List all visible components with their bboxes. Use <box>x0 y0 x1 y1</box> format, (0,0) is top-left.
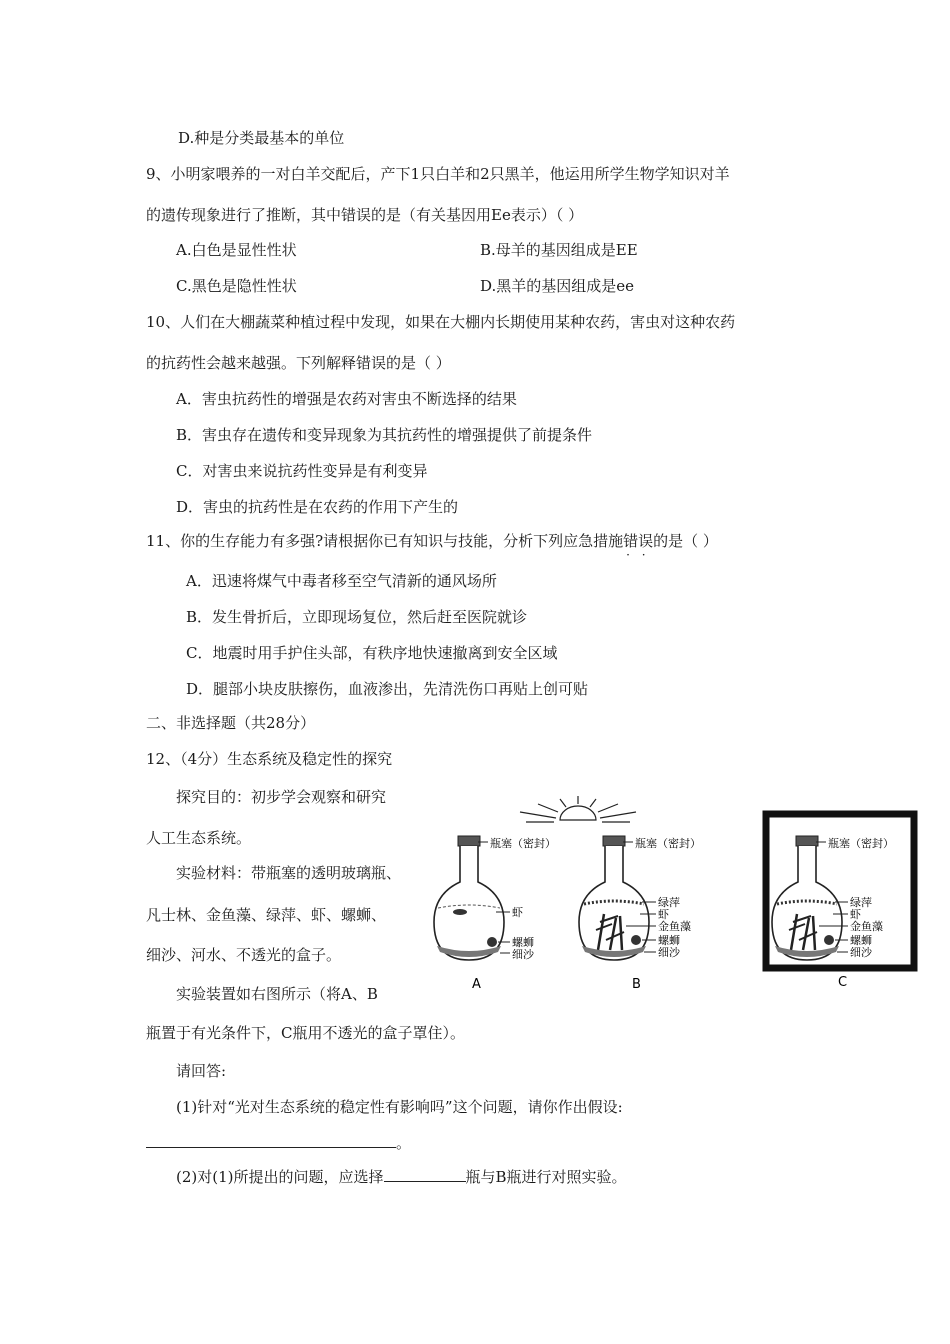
q12-please-answer: 请回答: <box>176 1062 227 1080</box>
q12-sub1-answer <box>146 1133 411 1153</box>
bottle-b-hornwort-label: 金鱼藻 <box>658 920 691 933</box>
bottle-a-snail-label: 螺蛳 <box>512 936 534 949</box>
section2-heading: 二、非选择题（共28分） <box>146 714 316 732</box>
q8-option-d: D.种是分类最基本的单位 <box>178 129 345 147</box>
answer-blank-2[interactable] <box>384 1167 466 1182</box>
q12-sub1: (1)针对“光对生态系统的稳定性有影响吗”这个问题，请你作出假设: <box>176 1098 623 1116</box>
q11-stem-before: 11、你的生存能力有多强?请根据你已有知识与技能，分析下列应急措施 <box>146 532 624 550</box>
bottle-b-snail-label: 螺蛳 <box>658 934 680 947</box>
q10-option-d: D．害虫的抗药性是在农药的作用下产生的 <box>176 498 459 516</box>
q12-setup-line1: 实验装置如右图所示（将A、B <box>176 985 378 1003</box>
q11-option-a: A．迅速将煤气中毒者移至空气清新的通风场所 <box>186 572 497 590</box>
q11-option-c: C．地震时用手护住头部，有秩序地快速撤离到安全区域 <box>186 644 558 662</box>
q11-stem <box>146 531 718 551</box>
bottle-c-duckweed-label: 绿萍 <box>850 896 872 909</box>
q12-sub2-after: 瓶与B瓶进行对照实验。 <box>465 1168 627 1186</box>
q11-stem-emphasis: 错误 · · <box>623 532 653 550</box>
q9-stem-line2: 的遗传现象进行了推断，其中错误的是（有关基因用Ee表示）（ ） <box>146 206 584 224</box>
q11-option-d: D．腿部小块皮肤擦伤，血液渗出，先清洗伤口再贴上创可贴 <box>186 680 589 698</box>
q12-title: 12、（4分）生态系统及稳定性的探究 <box>146 750 393 768</box>
q11-option-b: B．发生骨折后，立即现场复位，然后赶至医院就诊 <box>186 608 528 626</box>
bottle-c <box>772 836 848 960</box>
q9-option-b: B.母羊的基因组成是EE <box>480 241 638 259</box>
bottle-a-stopper-label: 瓶塞（密封） <box>490 837 556 850</box>
q9-option-a: A.白色是显性性状 <box>176 241 297 259</box>
bottle-b <box>579 836 656 960</box>
q12-purpose-line1: 探究目的：初步学会观察和研究 <box>176 788 387 806</box>
bottle-a <box>434 836 510 960</box>
q10-option-a: A．害虫抗药性的增强是农药对害虫不断选择的结果 <box>176 390 517 408</box>
bottle-b-caption: B <box>632 977 641 992</box>
q9-stem-line1: 9、小明家喂养的一对白羊交配后，产下1只白羊和2只黑羊，他运用所学生物学知识对羊 <box>146 165 730 183</box>
answer-blank-1[interactable] <box>146 1133 396 1148</box>
q12-sub2-before: (2)对(1)所提出的问题，应选择 <box>176 1168 384 1186</box>
q11-stem-after: 的是（ ） <box>653 532 718 550</box>
bottle-b-sand-label: 细沙 <box>658 946 680 959</box>
bottle-a-caption: A <box>472 977 481 992</box>
bottle-c-stopper-label: 瓶塞（密封） <box>828 837 894 850</box>
bottle-b-duckweed-label: 绿萍 <box>658 896 680 909</box>
q12-sub1-end: 。 <box>396 1134 412 1152</box>
q12-sub2 <box>176 1167 627 1187</box>
bottle-b-shrimp-label: 虾 <box>658 908 669 921</box>
q10-stem-line1: 10、人们在大棚蔬菜种植过程中发现，如果在大棚内长期使用某种农药，害虫对这种农药 <box>146 313 736 331</box>
q9-option-d: D.黑羊的基因组成是ee <box>480 277 635 295</box>
q12-materials-line1: 实验材料：带瓶塞的透明玻璃瓶、 <box>176 864 402 882</box>
bottle-b-stopper-label: 瓶塞（密封） <box>635 837 701 850</box>
bottle-c-snail-label: 螺蛳 <box>850 934 872 947</box>
q9-option-c: C.黑色是隐性性状 <box>176 277 297 295</box>
bottle-c-shrimp-label: 虾 <box>850 908 861 921</box>
bottle-a-shrimp-label: 虾 <box>512 906 523 919</box>
q12-setup-line2: 瓶置于有光条件下，C瓶用不透光的盒子罩住）。 <box>146 1024 465 1042</box>
bottle-a-sand-label: 细沙 <box>512 948 534 961</box>
q12-materials-line2: 凡士林、金鱼藻、绿萍、虾、螺蛳、 <box>146 906 387 924</box>
bottle-c-caption: C <box>838 975 848 990</box>
sun-icon <box>520 796 636 822</box>
q10-option-c: C．对害虫来说抗药性变异是有利变异 <box>176 462 428 480</box>
bottle-c-hornwort-label: 金鱼藻 <box>850 920 883 933</box>
q10-option-b: B．害虫存在遗传和变异现象为其抗药性的增强提供了前提条件 <box>176 426 593 444</box>
experiment-figure <box>420 790 925 1000</box>
q10-stem-line2: 的抗药性会越来越强。下列解释错误的是（ ） <box>146 354 451 372</box>
bottle-c-sand-label: 细沙 <box>850 946 872 959</box>
q12-materials-line3: 细沙、河水、不透光的盒子。 <box>146 946 342 964</box>
q12-purpose-line2: 人工生态系统。 <box>146 829 252 847</box>
